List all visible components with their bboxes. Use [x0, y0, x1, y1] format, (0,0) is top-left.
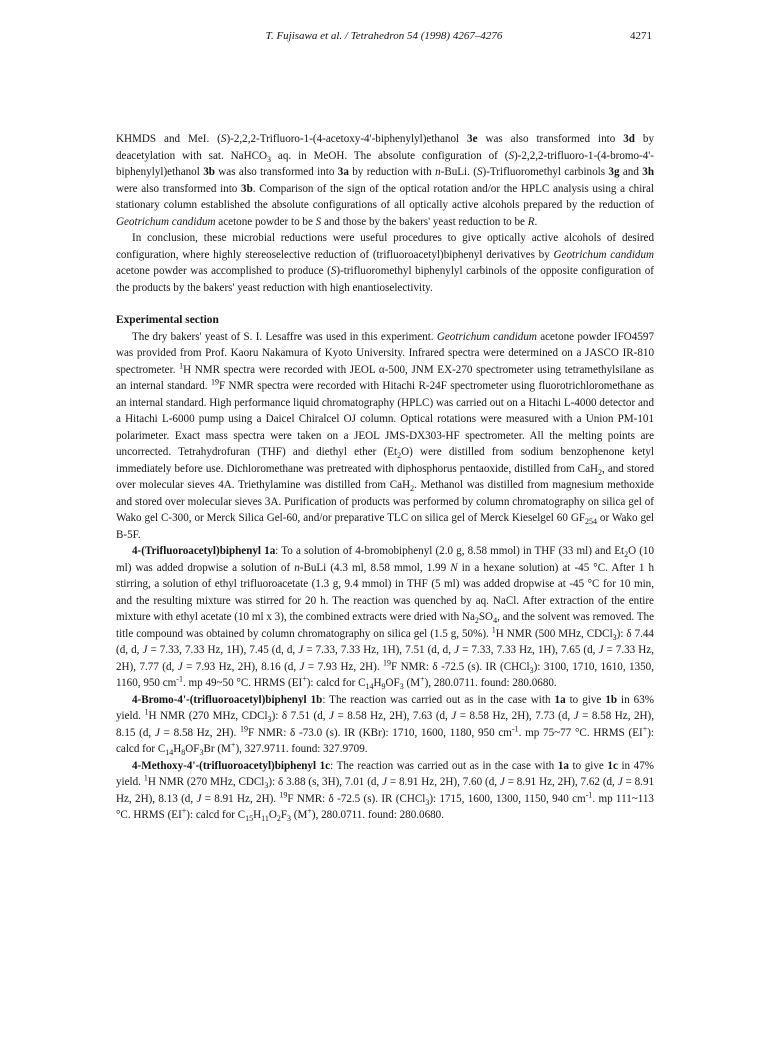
- paragraph-absolute-configuration: KHMDS and MeI. (S)-2,2,2-Trifluoro-1-(4-acetoxy-4'-biphenylyl)ethanol 3e was also transformed into 3d by deacetylation with sat. NaHCO$_3$ aq. in MeOH. The absolute configuration of (S)-2,2,2-trifluoro-1-(4-bromo-4'-biphenylyl)ethanol 3b was also transformed into 3a by reduction with n-BuLi. (S)-Trifluoromethyl carbinols 3g and 3h were also transformed into 3b. Comparison of the sign of the optical rotation and/or the HPLC analysis using a chiral stationary column established the absolute configurations of all optically active alcohols prepared by the reduction of Geotrichum candidum acetone powder to be S and those by the bakers' yeast reduction to be R.: [116, 133, 654, 228]
- running-head: T. Fujisawa et al. / Tetrahedron 54 (1998) 4267–4276: [265, 30, 503, 42]
- page-number: 4271: [630, 30, 652, 42]
- compound-name-1c: 4-Methoxy-4'-(trifluoroacetyl)biphenyl 1c: [132, 759, 331, 772]
- paragraph-general-methods: The dry bakers' yeast of S. I. Lesaffre was used in this experiment. Geotrichum candidum acetone powder IFO4597 was provided from Prof. Kaoru Nakamura of Kyoto University. Infrared spectra were determined on a JASCO IR-810 spectrometer. $^1$H NMR spectra were recorded with JEOL α-500, JNM EX-270 spectrometer using tetramethylsilane as an internal standard. $^{19}$F NMR spectra were recorded with Hitachi R-24F spectrometer using fluorotrichloromethane as an internal standard. High performance liquid chromatography (HPLC) was carried out on a Hitachi L-4000 detector and a Hitachi L-6000 pump using a Daicel Chiralcel OJ column. Optical rotations were measured with a Union PM-101 polarimeter. Exact mass spectra were taken on a JEOL JMS-DX303-HF spectrometer. All the melting points are uncorrected. Tetrahydrofuran (THF) and diethyl ether $(Et_2O)$ were distilled from sodium benzophenone ketyl immediately before use. Dichloromethane was pretreated with diphosphorus pentaoxide, distilled from CaH$_2$, and stored over molecular sieves 4A. Triethylamine was distilled from CaH$_2$. Methanol was distilled from magnesium methoxide and stored over molecular sieves 3A. Purification of products was performed by column chromatography on silica gel of Wako gel C-300, or Merck Silica Gel-60, and/or preparative TLC on silica gel of Merck Kieselgel 60 $GF_{254}$ or Wako gel B-5F.: [116, 330, 655, 541]
- paragraph-compound-1c: 4-Methoxy-4'-(trifluoroacetyl)biphenyl 1c: The reaction was carried out as in the case with 1a to give 1c in 47% yield. $^1$H NMR (270 MHz, CDCl$_3$): δ 3.88 (s, 3H), 7.01 (d, J = 8.91 Hz, 2H), 7.60 (d, J = 8.91 Hz, 2H), 7.62 (d, J = 8.91 Hz, 2H), 8.13 (d, J = 8.91 Hz, 2H). $^{19}$F NMR: δ -72.5 (s). IR (CHCl$_3$): 1715, 1600, 1300, 1150, 940 $cm^{-1}$. mp 111~113 °C. HRMS (EI+): calcd for $C_{15}H_{11}O_2F_3$ (M+), 280.0711. found: 280.0680.: [116, 759, 655, 824]
- section-heading: Experimental section: [116, 314, 219, 326]
- paragraph-compound-1b: 4-Bromo-4'-(trifluoroacetyl)biphenyl 1b: The reaction was carried out as in the case with 1a to give 1b in 63% yield. $^1$H NMR (270 MHz, CDCl$_3$): δ 7.51 (d, J = 8.58 Hz, 2H), 7.63 (d, J = 8.58 Hz, 2H), 7.73 (d, J = 8.58 Hz, 2H), 8.15 (d, J = 8.58 Hz, 2H). $^{19}$F NMR: δ -73.0 (s). IR (KBr): 1710, 1600, 1180, 950 $cm^{-1}$. mp 75~77 °C. HRMS (EI+): calcd for $C_{14}H_8OF_3Br$ (M+), 327.9711. found: 327.9709.: [116, 693, 655, 758]
- compound-name-1a: 4-(Trifluoroacetyl)biphenyl 1a: [132, 545, 276, 557]
- article-body: [116, 131, 654, 824]
- paragraph-conclusion: In conclusion, these microbial reductions were useful procedures to give optically active alcohols of desired configuration, where highly stereoselective reduction of (trifluoroacetyl)biphenyl derivatives by Geotrichum candidum acetone powder was accomplished to produce (S)-trifluoromethyl biphenylyl carbinols of the opposite configuration of the products by the bakers' yeast reduction with high enantioselectivity.: [116, 232, 655, 294]
- paragraph-compound-1a: 4-(Trifluoroacetyl)biphenyl 1a: To a solution of 4-bromobiphenyl (2.0 g, 8.58 mmol) in THF (33 ml) and $Et_2O$ (10 ml) was added dropwise a solution of n-BuLi (4.3 ml, 8.58 mmol, 1.99 N in a hexane solution) at -45 °C. After 1 h stirring, a solution of ethyl trifluoroacetate (1.3 g, 9.4 mmol) in THF (5 ml) was added dropwise at -45 °C for 10 min, and the resulting mixture was stirred for 20 h. The reaction was quenched by aq. NaCl. After extraction of the entire mixture with ethyl acetate (10 ml x 3), the combined extracts were dried with $Na_2SO_4$, and the solvent was removed. The title compound was obtained by column chromatography on silica gel (1.5 g, 50%). $^1$H NMR (500 MHz, CDCl$_3$): δ 7.44 (d, d, J = 7.33, 7.33 Hz, 1H), 7.45 (d, d, J = 7.33, 7.33 Hz, 1H), 7.51 (d, d, J = 7.33, 7.33 Hz, 1H), 7.65 (d, J = 7.33 Hz, 2H), 7.77 (d, J = 7.93 Hz, 2H), 8.16 (d, J = 7.93 Hz, 2H). $^{19}$F NMR: δ -72.5 (s). IR (CHCl$_3$): 3100, 1710, 1610, 1350, 1160, 950 $cm^{-1}$. mp 49~50 °C. HRMS (EI+): calcd for $C_{14}H_9OF_3$ (M+), 280.0711. found: 280.0680.: [116, 545, 655, 692]
- compound-name-1b: 4-Bromo-4'-(trifluoroacetyl)biphenyl 1b: [132, 693, 323, 706]
